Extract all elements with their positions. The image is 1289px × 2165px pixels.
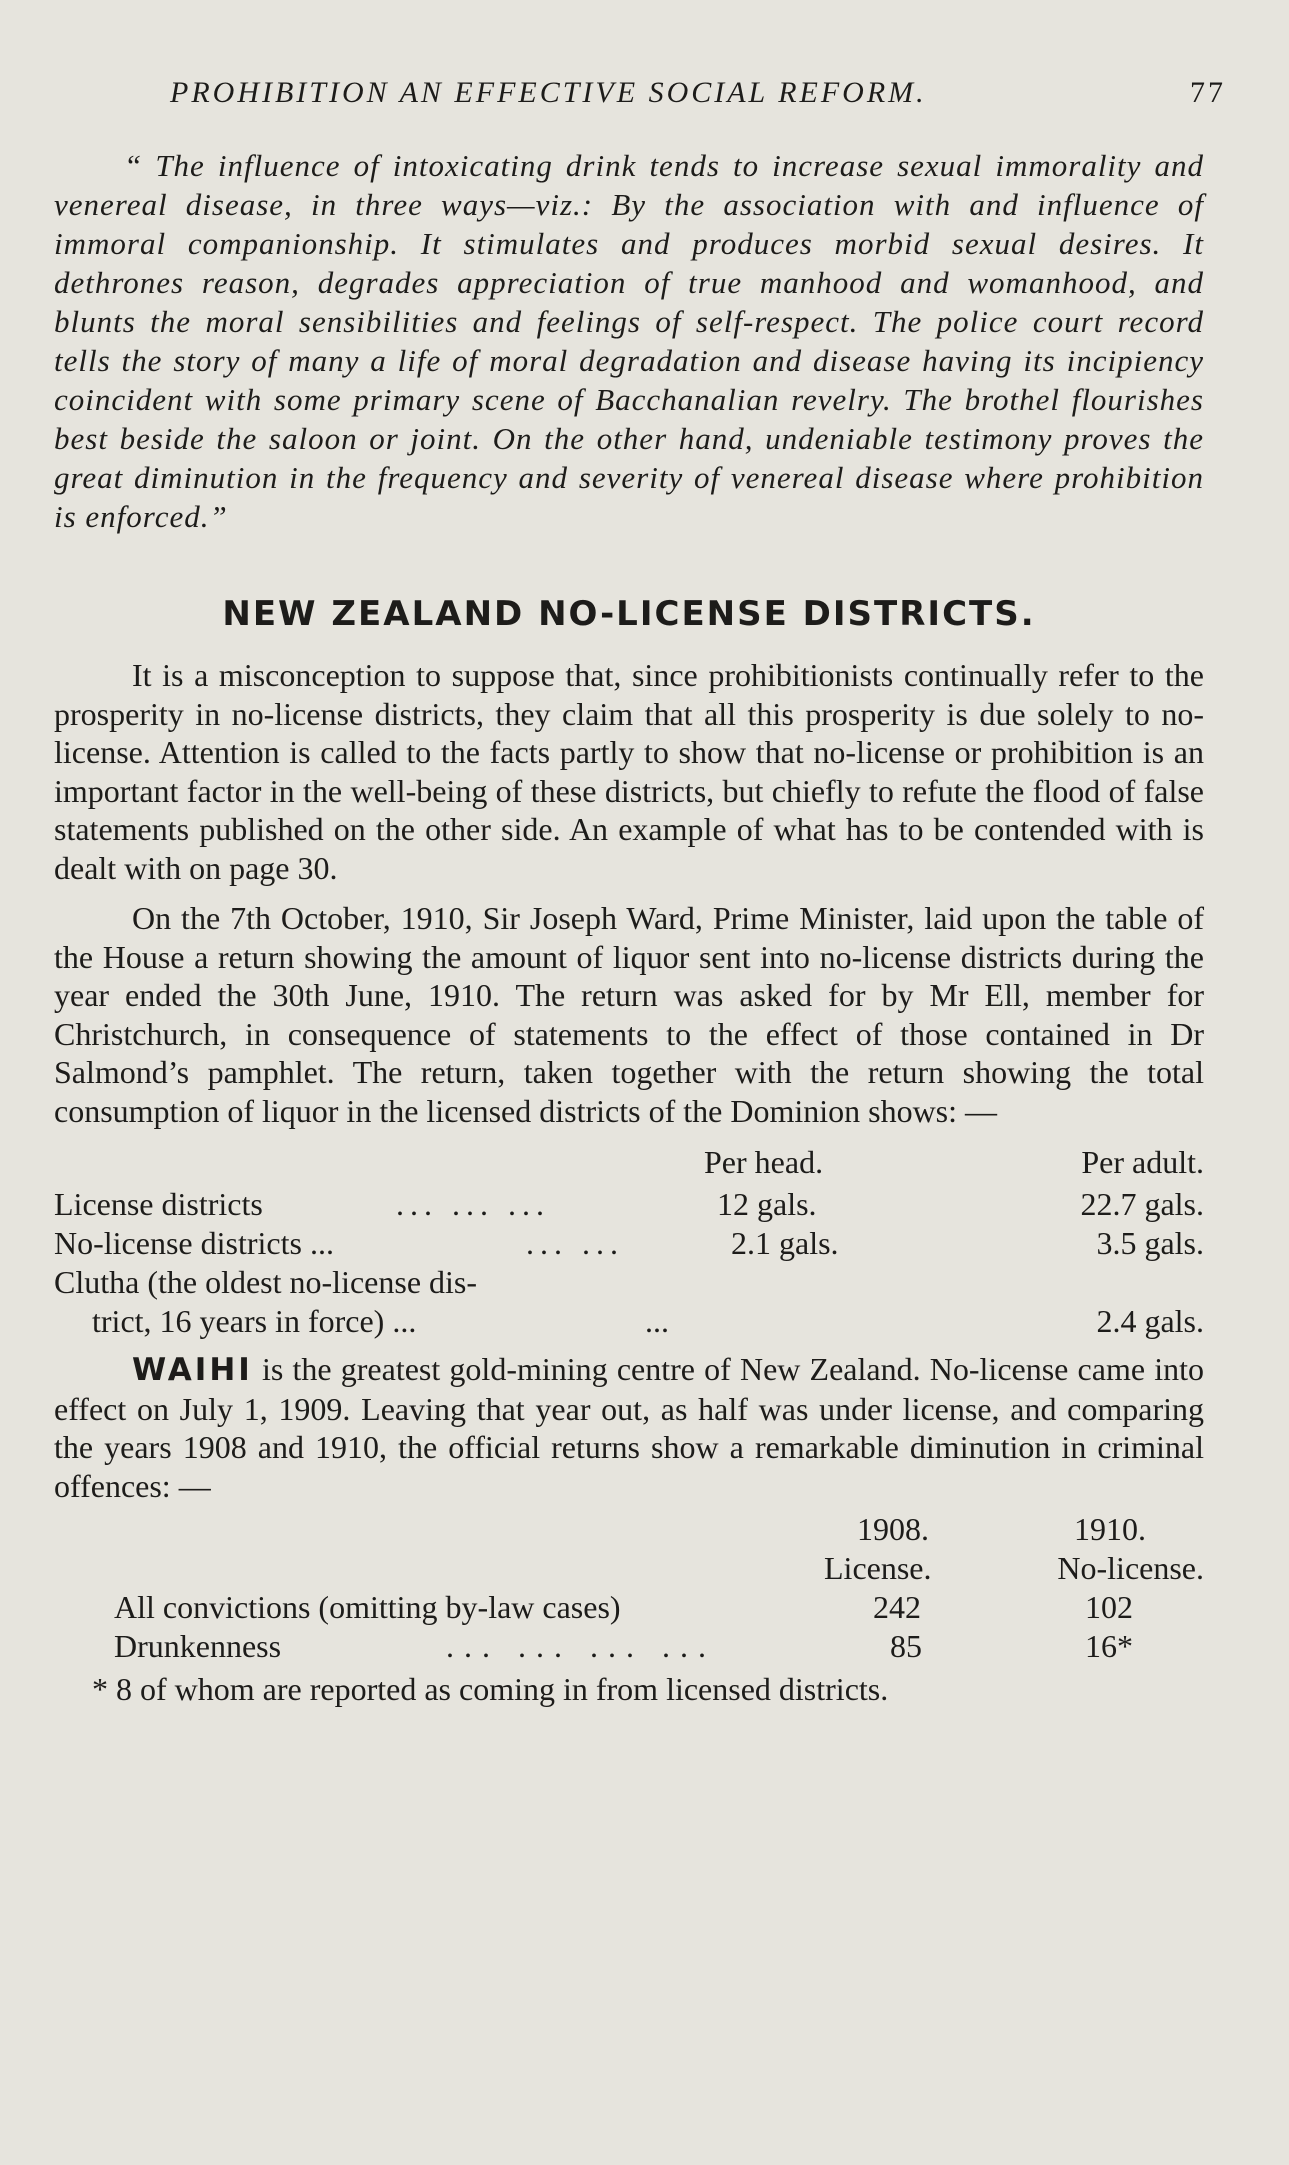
quote-text: “ The influence of intoxicating drink tends to increase sexual immorality and venereal disease, in three ways—viz.: By the association with and influence of immoral companionship. It stimulates and produces morbid sexual desires. It dethrones reason, degrades appreciation of true manhood and womanhood, and blunts the moral sensibilities and feelings of self-respect. The police court record tells the story of many a life of moral degradation and disease having its incipiency coincident with some primary scene of Bacchanalian revelry. The brothel flourishes best beside the saloon or joint. On the other hand, undeniable testimony proves the great diminution in the frequency and severity of venereal disease where prohibition is enforced.” xyxy=(54,148,1204,534)
cell-1910-drunkenness: 16* xyxy=(1085,1628,1133,1664)
row-leaders-drunkenness: ... ... ... ... xyxy=(446,1628,716,1664)
paragraph-misconception: It is a misconception to suppose that, since prohibitionists continually refer to the prosperity in no-license districts, they claim that all this prosperity is due solely to no-license. Attention is called to the facts partly to show that no-license or prohibition is an important factor in the well-being of these districts, but chiefly to refute the flood of false statements published on the other side. An example of what has to be contended with is dealt with on page 30. xyxy=(54,657,1204,886)
cell-per-adult-clutha: 2.4 gals. xyxy=(1096,1303,1204,1339)
row-leaders-no-license: ... ... xyxy=(526,1225,624,1261)
cell-per-adult-license: 22.7 gals. xyxy=(1080,1186,1204,1222)
col-header-1908: 1908. xyxy=(857,1511,929,1547)
col-header-per-head: Per head. xyxy=(704,1144,824,1180)
page-number: 77 xyxy=(1190,76,1226,109)
col-header-per-adult: Per adult. xyxy=(1081,1144,1204,1180)
row-label-drunkenness: Drunkenness xyxy=(114,1628,282,1664)
running-head xyxy=(54,70,1226,118)
cell-1910-all-convictions: 102 xyxy=(1085,1589,1133,1625)
waihi-text: is the greatest gold-mining centre of New Zealand. No-license came into effect on July 1, 1909. Leaving that year out, as half was under license, and comparing the years 1908 and 1910, the official returns show a remarkable diminution in criminal offences: — xyxy=(54,1351,1205,1504)
book-page xyxy=(54,70,1226,1708)
running-head-title: PROHIBITION AN EFFECTIVE SOCIAL REFORM. xyxy=(170,76,927,109)
row-label-no-license: No-license districts ... xyxy=(54,1225,334,1261)
row-label-clutha-2: trict, 16 years in force) ... xyxy=(92,1303,417,1339)
footnote: * 8 of whom are reported as coming in from licensed districts. xyxy=(92,1671,889,1707)
cell-per-head-license: 12 gals. xyxy=(717,1186,817,1222)
col-header-1910: 1910. xyxy=(1074,1511,1146,1547)
row-leaders-clutha: ... xyxy=(645,1303,669,1339)
paragraph-ward-return: On the 7th October, 1910, Sir Joseph Ward, Prime Minister, laid upon the table of the House a return showing the amount of liquor sent into no-license districts during the year ended the 30th June, 1910. The return was asked for by Mr Ell, member for Christchurch, in consequence of statements to the effect of those contained in Dr Salmond’s pamphlet. The return, taken together with the return showing the total consumption of liquor in the licensed districts of the Dominion shows: — xyxy=(54,900,1204,1129)
row-label-all-convictions: All convictions (omitting by-law cases) xyxy=(114,1589,621,1625)
row-label-license: License districts xyxy=(54,1186,263,1222)
row-leaders-license: ... ... ... xyxy=(396,1186,550,1222)
col-subheader-no-license: No-license. xyxy=(1057,1550,1204,1586)
col-subheader-license: License. xyxy=(824,1550,932,1586)
cell-per-head-no-license: 2.1 gals. xyxy=(731,1225,839,1261)
consumption-table xyxy=(54,1134,1204,1339)
section-heading: NEW ZEALAND NO-LICENSE DISTRICTS. xyxy=(222,594,1036,634)
block-quote xyxy=(54,146,1204,536)
cell-1908-drunkenness: 85 xyxy=(890,1628,922,1664)
waihi-section xyxy=(54,1350,1204,1505)
waihi-name: WAIHI xyxy=(132,1352,253,1388)
cell-1908-all-convictions: 242 xyxy=(873,1589,921,1625)
section-body xyxy=(54,656,1204,1130)
convictions-table xyxy=(54,1505,1204,1663)
cell-per-adult-no-license: 3.5 gals. xyxy=(1096,1225,1204,1261)
paragraph-waihi xyxy=(54,1350,1204,1505)
row-label-clutha-1: Clutha (the oldest no-license dis- xyxy=(54,1264,478,1300)
